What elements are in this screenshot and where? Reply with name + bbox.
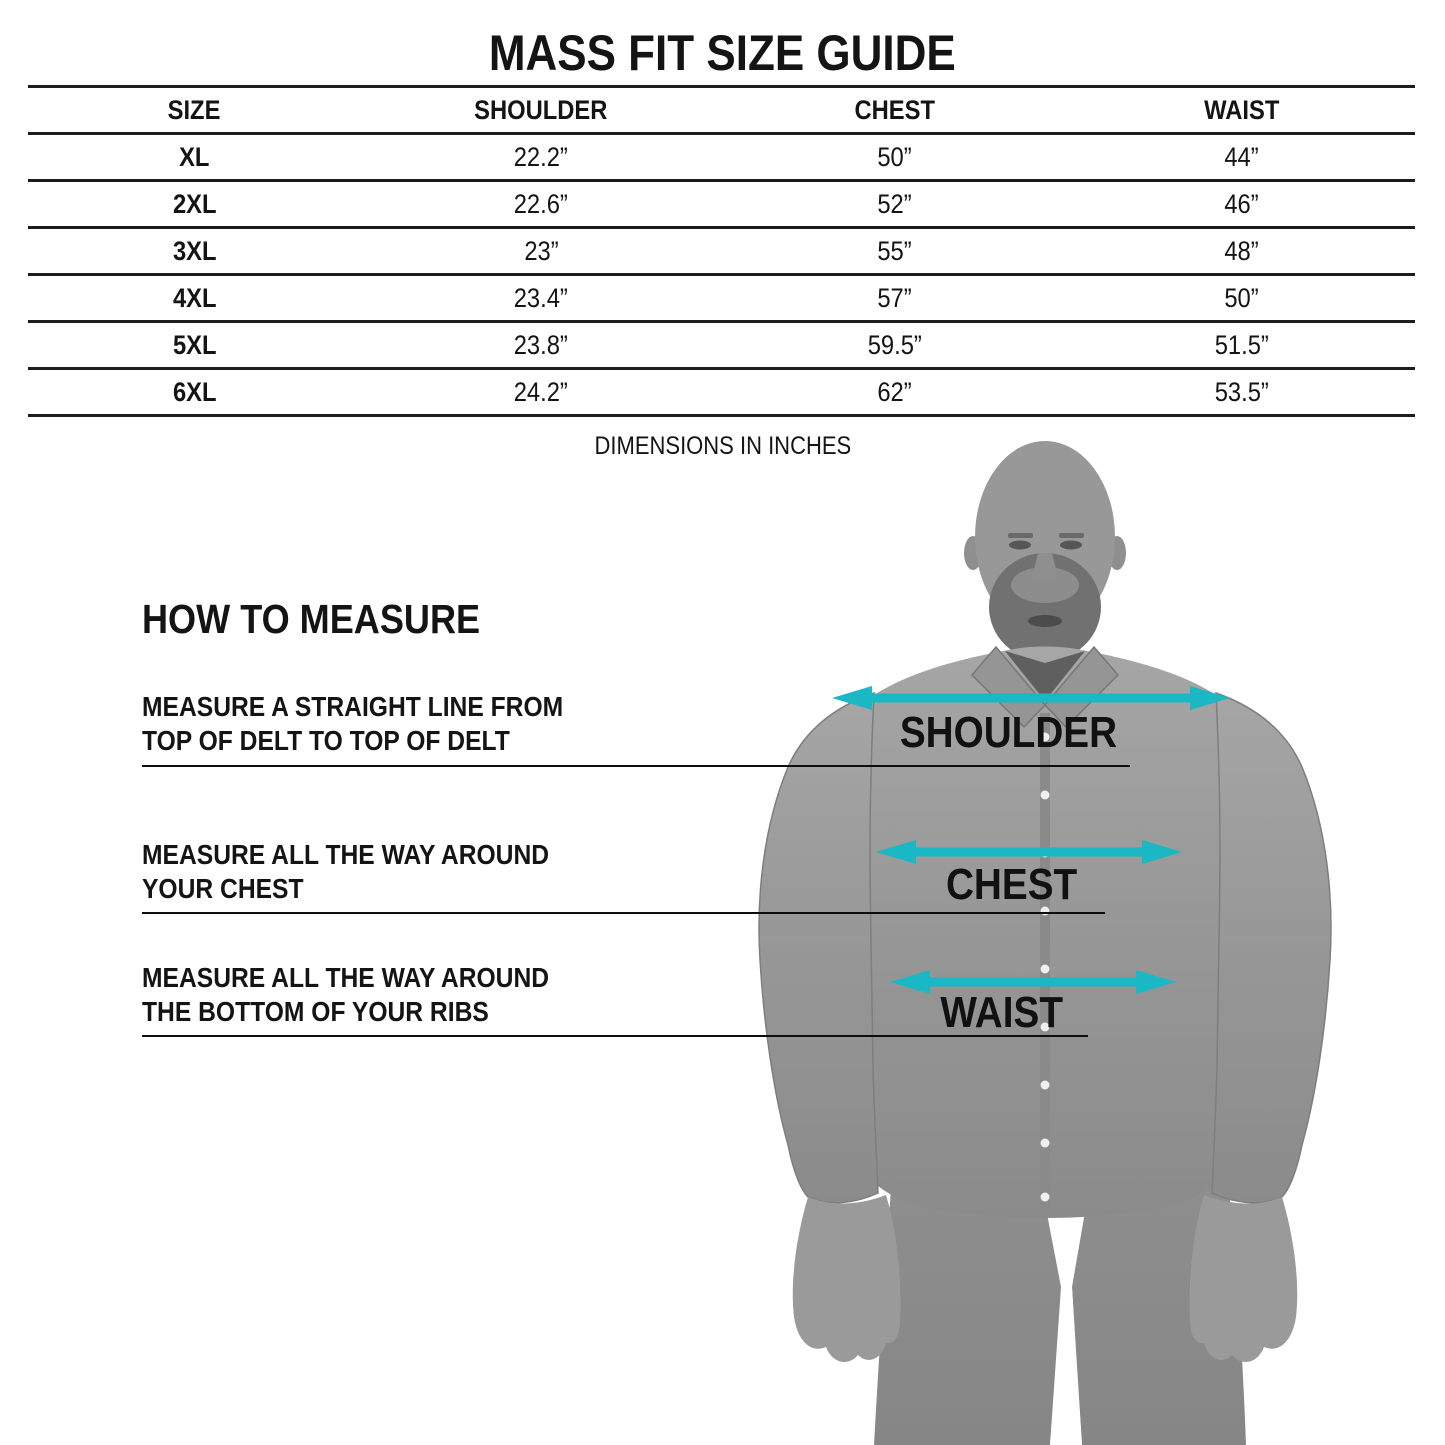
- underline-shoulder: [142, 765, 1130, 767]
- shirt-right-sleeve: [1212, 693, 1331, 1203]
- waist-cell: 46”: [1224, 188, 1259, 219]
- waist-cell: 51.5”: [1214, 329, 1269, 360]
- chest-cell: 50”: [877, 141, 913, 172]
- size-cell: 3XL: [172, 235, 217, 266]
- header-cell-waist: WAIST: [1203, 94, 1280, 125]
- how-to-measure-heading: HOW TO MEASURE: [142, 596, 481, 642]
- waist-cell: 53.5”: [1214, 376, 1269, 407]
- waist-cell: 44”: [1224, 141, 1259, 172]
- waist-cell: 50”: [1224, 282, 1259, 313]
- shoulder-cell: 24.2”: [514, 376, 569, 407]
- table-row: [28, 229, 1415, 276]
- header-cell-size: SIZE: [168, 94, 221, 125]
- size-cell: 6XL: [172, 376, 217, 407]
- left-hand: [793, 1195, 901, 1362]
- header-cell-shoulder: SHOULDER: [474, 94, 608, 125]
- table-row: [28, 276, 1415, 323]
- size-cell: 4XL: [172, 282, 217, 313]
- table-row: [28, 182, 1415, 229]
- chest-cell: 52”: [877, 188, 913, 219]
- measure-step-shoulder: MEASURE A STRAIGHT LINE FROM TOP OF DELT TO TOP OF DELT: [142, 691, 564, 756]
- shoulder-cell: 23.8”: [514, 329, 569, 360]
- size-cell: 5XL: [172, 329, 217, 360]
- chest-cell: 62”: [877, 376, 913, 407]
- table-row: [28, 135, 1415, 182]
- shoulder-cell: 23.4”: [514, 282, 569, 313]
- dimensions-note: DIMENSIONS IN INCHES: [594, 432, 851, 460]
- page-title-text: MASS FIT SIZE GUIDE: [489, 25, 956, 81]
- figure-label-waist: WAIST: [940, 988, 1064, 1037]
- underline-chest: [142, 912, 1105, 914]
- measure-step-waist: MEASURE ALL THE WAY AROUND THE BOTTOM OF YOUR RIBS: [142, 962, 550, 1027]
- header-cell-chest: CHEST: [854, 94, 936, 125]
- figure-label-chest: CHEST: [946, 860, 1078, 909]
- model-photo: [700, 435, 1360, 1445]
- figure-label-shoulder: SHOULDER: [899, 708, 1117, 757]
- page-title: [0, 24, 1445, 82]
- shoulder-cell: 22.2”: [514, 141, 569, 172]
- size-cell: 2XL: [172, 188, 217, 219]
- shirt-left-sleeve: [759, 693, 878, 1203]
- size-table-header: [28, 88, 1415, 135]
- shoulder-cell: 22.6”: [514, 188, 569, 219]
- table-row: [28, 323, 1415, 370]
- chest-cell: 55”: [877, 235, 913, 266]
- size-cell: XL: [179, 141, 210, 172]
- shoulder-cell: 23”: [523, 235, 559, 266]
- table-row: [28, 370, 1415, 417]
- measure-step-chest: MEASURE ALL THE WAY AROUND YOUR CHEST: [142, 839, 550, 904]
- chest-cell: 59.5”: [867, 329, 922, 360]
- chest-cell: 57”: [877, 282, 913, 313]
- waist-cell: 48”: [1224, 235, 1259, 266]
- right-hand: [1190, 1195, 1298, 1362]
- size-table: [28, 85, 1415, 417]
